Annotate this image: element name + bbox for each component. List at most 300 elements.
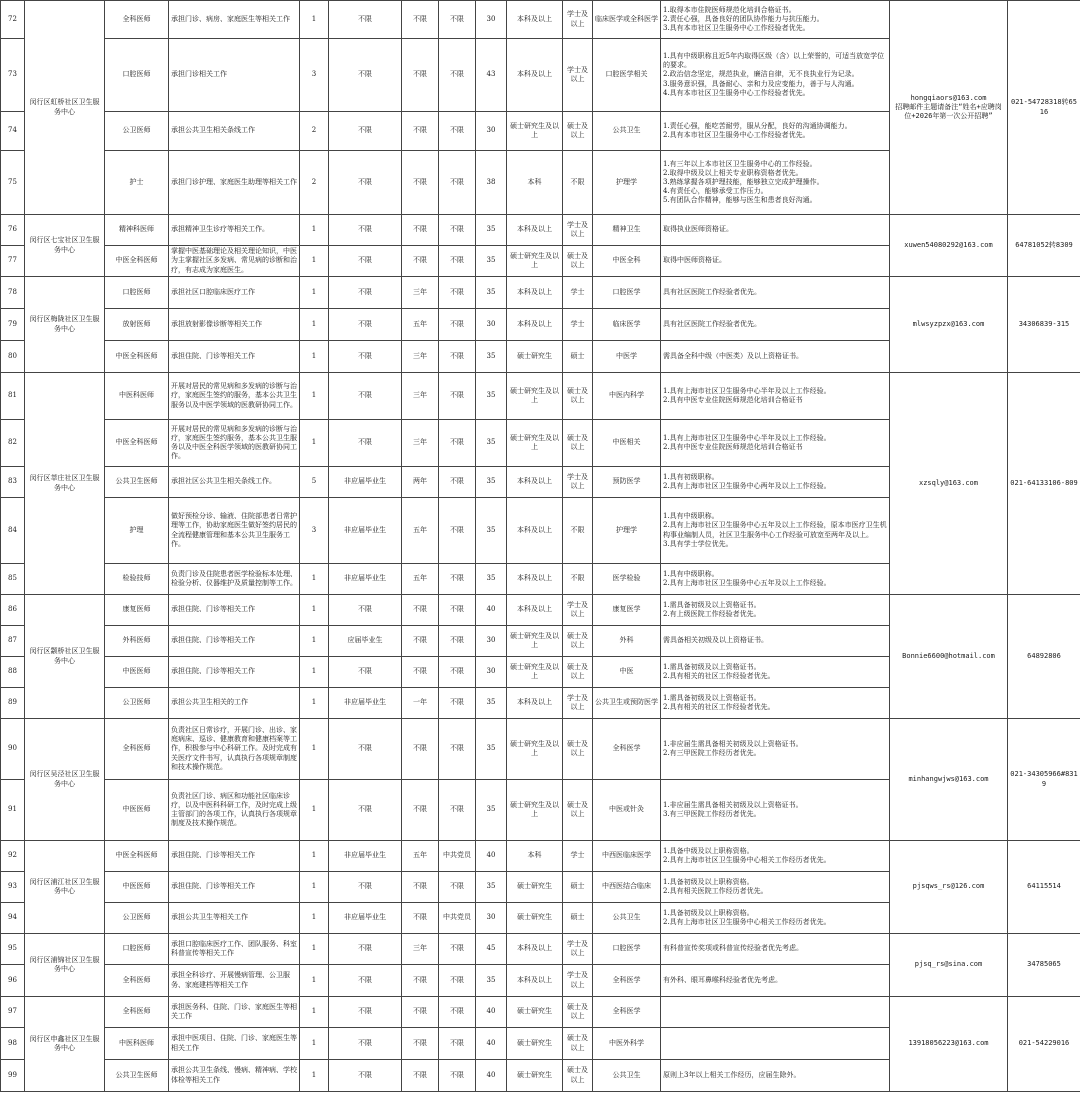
degree: 不限 [563,498,593,564]
position-name: 中医科医师 [105,373,169,420]
position-name: 公卫医师 [105,112,169,151]
row-number: 83 [1,467,25,498]
graduate-requirement: 非应届毕业生 [329,564,402,595]
graduate-requirement: 不限 [329,277,402,309]
political-status: 不限 [439,341,476,373]
contact-phone: 021-54229016 [1008,997,1080,1092]
job-duty: 承担公共卫生相关条线工作 [169,112,300,151]
education: 本科及以上 [507,934,563,965]
degree: 学士及以上 [563,595,593,626]
major: 公共卫生或预防医学 [593,688,661,719]
major: 预防医学 [593,467,661,498]
headcount: 1 [300,688,329,719]
headcount: 1 [300,965,329,997]
education: 本科及以上 [507,215,563,246]
table-row [1,1,1080,39]
experience-requirement: 三年 [402,277,439,309]
experience-requirement: 三年 [402,934,439,965]
degree: 学士及以上 [563,39,593,112]
row-number: 74 [1,112,25,151]
education: 本科及以上 [507,688,563,719]
major: 中医 [593,657,661,688]
position-name: 中医全科医师 [105,420,169,467]
job-duty: 承担医务科、住院、门诊、家庭医生等相关工作 [169,997,300,1028]
experience-requirement: 五年 [402,841,439,872]
contact-phone: 64115514 [1008,841,1080,934]
row-number: 84 [1,498,25,564]
age-limit: 30 [476,309,507,341]
age-limit: 30 [476,626,507,657]
job-duty: 承担住院、门诊等相关工作 [169,626,300,657]
education: 本科及以上 [507,595,563,626]
job-duty: 承担放射影像诊断等相关工作 [169,309,300,341]
position-name: 放射医师 [105,309,169,341]
age-limit: 40 [476,1060,507,1092]
age-limit: 35 [476,373,507,420]
job-duty: 承担中医项目、住院、门诊、家庭医生等相关工作 [169,1028,300,1060]
age-limit: 35 [476,246,507,277]
graduate-requirement: 不限 [329,112,402,151]
education: 硕士研究生及以上 [507,246,563,277]
graduate-requirement: 不限 [329,151,402,215]
graduate-requirement: 不限 [329,595,402,626]
position-name: 康复医师 [105,595,169,626]
experience-requirement: 不限 [402,39,439,112]
headcount: 1 [300,373,329,420]
contact-email: xzsqly@163.com [890,373,1008,595]
position-name: 中医医师 [105,657,169,688]
graduate-requirement: 不限 [329,341,402,373]
political-status: 不限 [439,688,476,719]
experience-requirement: 不限 [402,872,439,903]
row-number: 75 [1,151,25,215]
political-status: 不限 [439,39,476,112]
other-requirements [661,997,890,1028]
other-requirements: 1.需具备初级及以上资格证书。 2.具有相关的社区工作经验者优先。 [661,688,890,719]
degree: 学士及以上 [563,965,593,997]
education: 硕士研究生及以上 [507,657,563,688]
row-number: 94 [1,903,25,934]
table-row [1,215,1080,246]
other-requirements: 1.具有初级职称。 2.具有上海市社区卫生服务中心两年及以上工作经验。 [661,467,890,498]
job-duty: 承担住院、门诊等相关工作 [169,341,300,373]
position-name: 中医全科医师 [105,246,169,277]
job-duty: 承担公共卫生等相关工作 [169,903,300,934]
major: 中西医临床医学 [593,841,661,872]
graduate-requirement: 不限 [329,780,402,841]
major: 精神卫生 [593,215,661,246]
other-requirements: 1.需具备初级及以上资格证书。 2.具有相关的社区工作经验者优先。 [661,657,890,688]
political-status: 不限 [439,965,476,997]
major: 医学检验 [593,564,661,595]
political-status: 不限 [439,780,476,841]
education: 本科及以上 [507,277,563,309]
row-number: 76 [1,215,25,246]
degree: 硕士及以上 [563,246,593,277]
graduate-requirement: 不限 [329,1028,402,1060]
age-limit: 35 [476,498,507,564]
education: 硕士研究生 [507,1060,563,1092]
age-limit: 35 [476,688,507,719]
age-limit: 35 [476,277,507,309]
political-status: 不限 [439,657,476,688]
political-status: 不限 [439,467,476,498]
job-duty: 负责门诊及住院患者医学检验标本处理、检验分析、仪器维护及质量控制等工作。 [169,564,300,595]
experience-requirement: 两年 [402,467,439,498]
age-limit: 35 [476,467,507,498]
job-duty: 承担门诊、病房、家庭医生等相关工作 [169,1,300,39]
headcount: 1 [300,215,329,246]
row-number: 73 [1,39,25,112]
major: 中西医结合临床 [593,872,661,903]
row-number: 88 [1,657,25,688]
job-duty: 承担社区公共卫生相关条线工作。 [169,467,300,498]
headcount: 1 [300,626,329,657]
graduate-requirement: 不限 [329,657,402,688]
row-number: 98 [1,1028,25,1060]
job-duty: 承担社区口腔临床医疗工作 [169,277,300,309]
graduate-requirement: 非应届毕业生 [329,688,402,719]
table-row [1,719,1080,780]
experience-requirement: 不限 [402,780,439,841]
position-name: 全科医师 [105,1,169,39]
education: 本科及以上 [507,39,563,112]
table-row [1,277,1080,309]
major: 全科医学 [593,719,661,780]
graduate-requirement: 不限 [329,215,402,246]
contact-email: xuwen54080292@163.com [890,215,1008,277]
education: 硕士研究生及以上 [507,373,563,420]
job-duty: 负责社区日常诊疗，开展门诊、出诊、家庭病床、巡诊、健康教育和健康档案等工作，积极参与中心科研工作。及时完成有关医疗文件书写，认真执行各项规章制度和技术操作规范。 [169,719,300,780]
major: 中医相关 [593,420,661,467]
experience-requirement: 不限 [402,151,439,215]
job-duty: 掌握中医基础理论及相关理论知识，中医为主掌握社区多发病、常见病的诊断和治疗，有志成为家庭医生。 [169,246,300,277]
row-number: 77 [1,246,25,277]
headcount: 1 [300,934,329,965]
age-limit: 30 [476,903,507,934]
political-status: 不限 [439,1028,476,1060]
degree: 硕士 [563,341,593,373]
degree: 学士及以上 [563,215,593,246]
graduate-requirement: 不限 [329,246,402,277]
experience-requirement: 三年 [402,420,439,467]
degree: 硕士及以上 [563,112,593,151]
headcount: 1 [300,564,329,595]
row-number: 99 [1,1060,25,1092]
headcount: 1 [300,780,329,841]
graduate-requirement: 不限 [329,934,402,965]
degree: 学士及以上 [563,1,593,39]
headcount: 1 [300,595,329,626]
other-requirements: 需具备相关初级及以上资格证书。 [661,626,890,657]
degree: 学士 [563,277,593,309]
table-row [1,841,1080,872]
major: 临床医学或全科医学 [593,1,661,39]
major: 全科医学 [593,965,661,997]
education: 本科及以上 [507,467,563,498]
education: 本科及以上 [507,1,563,39]
job-duty: 开展对居民的常见病和多发病的诊断与治疗，家庭医生签约的服务，基本公共卫生服务以及中医学领域的医教研协同工作。 [169,373,300,420]
political-status: 不限 [439,595,476,626]
experience-requirement: 三年 [402,373,439,420]
other-requirements: 1.需具备初级及以上资格证书。 2.有上级医院工作经验者优先。 [661,595,890,626]
degree: 硕士 [563,872,593,903]
headcount: 2 [300,151,329,215]
contact-email: pjsqws_rs@126.com [890,841,1008,934]
experience-requirement: 三年 [402,341,439,373]
job-duty: 承担门诊相关工作 [169,39,300,112]
other-requirements: 具有社区医院工作经验者优先。 [661,277,890,309]
graduate-requirement: 不限 [329,373,402,420]
degree: 不限 [563,151,593,215]
political-status: 不限 [439,934,476,965]
row-number: 91 [1,780,25,841]
age-limit: 40 [476,595,507,626]
contact-phone: 64781052转8309 [1008,215,1080,277]
graduate-requirement: 非应届毕业生 [329,467,402,498]
job-duty: 承担公共卫生相关的工作 [169,688,300,719]
other-requirements [661,1028,890,1060]
position-name: 全科医师 [105,965,169,997]
experience-requirement: 不限 [402,595,439,626]
row-number: 95 [1,934,25,965]
graduate-requirement: 不限 [329,997,402,1028]
job-duty: 承担全科诊疗、开展慢病管理、公卫服务、家庭建档等相关工作 [169,965,300,997]
position-name: 中医医师 [105,780,169,841]
department-name: 闵行区梅陇社区卫生服务中心 [25,277,105,373]
job-duty: 承担口腔临床医疗工作、团队服务、科室科普宣传等相关工作 [169,934,300,965]
graduate-requirement: 不限 [329,1060,402,1092]
position-name: 公共卫生医师 [105,1060,169,1092]
position-name: 公卫医师 [105,903,169,934]
other-requirements: 1.非应届生需具备相关初级及以上资格证书。 2.有三甲医院工作经历者优先。 [661,719,890,780]
job-duty: 开展对居民的常见病和多发病的诊断与治疗，家庭医生签约服务，基本公共卫生服务以及中医全科医学领域的医教研协同工作。 [169,420,300,467]
experience-requirement: 不限 [402,903,439,934]
department-name: 闵行区浦江社区卫生服务中心 [25,841,105,934]
headcount: 1 [300,872,329,903]
headcount: 1 [300,657,329,688]
education: 硕士研究生及以上 [507,626,563,657]
other-requirements: 1.具备初级及以上职称资格。 2.具有相关医院工作经历者优先。 [661,872,890,903]
political-status: 不限 [439,277,476,309]
headcount: 2 [300,112,329,151]
headcount: 1 [300,1,329,39]
age-limit: 30 [476,657,507,688]
education: 硕士研究生及以上 [507,719,563,780]
education: 硕士研究生 [507,903,563,934]
position-name: 全科医师 [105,997,169,1028]
contact-email: 13918056223@163.com [890,997,1008,1092]
graduate-requirement: 不限 [329,719,402,780]
experience-requirement: 不限 [402,657,439,688]
political-status: 不限 [439,309,476,341]
political-status: 不限 [439,420,476,467]
row-number: 82 [1,420,25,467]
major: 康复医学 [593,595,661,626]
age-limit: 35 [476,564,507,595]
position-name: 口腔医师 [105,39,169,112]
position-name: 口腔医师 [105,277,169,309]
political-status: 不限 [439,112,476,151]
experience-requirement: 不限 [402,1,439,39]
major: 口腔医学相关 [593,39,661,112]
major: 护理学 [593,498,661,564]
political-status: 不限 [439,997,476,1028]
contact-phone: 021-34305966#8319 [1008,719,1080,841]
position-name: 外科医师 [105,626,169,657]
experience-requirement: 不限 [402,1028,439,1060]
job-duty: 承担住院、门诊等相关工作 [169,595,300,626]
headcount: 1 [300,420,329,467]
headcount: 1 [300,246,329,277]
age-limit: 35 [476,872,507,903]
graduate-requirement: 非应届毕业生 [329,498,402,564]
degree: 学士 [563,309,593,341]
position-name: 口腔医师 [105,934,169,965]
table-row [1,934,1080,965]
department-name: 闵行区七宝社区卫生服务中心 [25,215,105,277]
degree: 学士 [563,841,593,872]
political-status: 不限 [439,246,476,277]
political-status: 不限 [439,719,476,780]
graduate-requirement: 不限 [329,965,402,997]
major: 外科 [593,626,661,657]
job-duty: 承担住院、门诊等相关工作 [169,841,300,872]
row-number: 96 [1,965,25,997]
other-requirements: 1.具有中级职称。 2.具有上海市社区卫生服务中心五年及以上工作经验。 [661,564,890,595]
experience-requirement: 不限 [402,965,439,997]
row-number: 87 [1,626,25,657]
contact-phone: 64892806 [1008,595,1080,719]
other-requirements: 具有社区医院工作经验者优先。 [661,309,890,341]
political-status: 不限 [439,215,476,246]
headcount: 1 [300,277,329,309]
position-name: 中医全科医师 [105,341,169,373]
position-name: 中医医师 [105,872,169,903]
contact-phone: 34785065 [1008,934,1080,997]
major: 中医内科学 [593,373,661,420]
headcount: 1 [300,1028,329,1060]
degree: 不限 [563,564,593,595]
education: 本科及以上 [507,965,563,997]
age-limit: 35 [476,780,507,841]
position-name: 公卫医师 [105,688,169,719]
major: 口腔医学 [593,277,661,309]
headcount: 1 [300,309,329,341]
graduate-requirement: 不限 [329,1,402,39]
education: 硕士研究生及以上 [507,420,563,467]
position-name: 全科医师 [105,719,169,780]
contact-email: pjsq_rs@sina.com [890,934,1008,997]
other-requirements: 取得执业医师资格证。 [661,215,890,246]
row-number: 78 [1,277,25,309]
experience-requirement: 不限 [402,215,439,246]
political-status: 中共党员 [439,903,476,934]
department-name: 闵行区浦锦社区卫生服务中心 [25,934,105,997]
position-name: 护理 [105,498,169,564]
degree: 硕士及以上 [563,780,593,841]
headcount: 1 [300,841,329,872]
age-limit: 30 [476,1,507,39]
education: 硕士研究生 [507,341,563,373]
job-duty: 承担门诊护理、家庭医生助理等相关工作 [169,151,300,215]
department-name: 闵行区申鑫社区卫生服务中心 [25,997,105,1092]
contact-email: minhangwjws@163.com [890,719,1008,841]
position-name: 中医科医师 [105,1028,169,1060]
job-duty: 承担公共卫生条线、慢病、精神病、学校体检等相关工作 [169,1060,300,1092]
education: 本科及以上 [507,498,563,564]
graduate-requirement: 不限 [329,309,402,341]
education: 硕士研究生 [507,872,563,903]
other-requirements: 1.具有中级职称。 2.具有上海市社区卫生服务中心五年及以上工作经验，原本市医疗卫生机构事业编制人员，社区卫生服务中心工作经验可放宽至两年及以上。 3.具有学士学位优先。 [661,498,890,564]
other-requirements: 有外科、眼耳鼻喉科经验者优先考虑。 [661,965,890,997]
education: 硕士研究生及以上 [507,780,563,841]
age-limit: 35 [476,965,507,997]
headcount: 1 [300,1060,329,1092]
row-number: 93 [1,872,25,903]
education: 硕士研究生 [507,1028,563,1060]
experience-requirement: 五年 [402,498,439,564]
table-row [1,997,1080,1028]
contact-phone: 021-54728318转6516 [1008,1,1080,215]
degree: 硕士 [563,903,593,934]
other-requirements: 需具备全科中级（中医类）及以上资格证书。 [661,341,890,373]
degree: 硕士及以上 [563,626,593,657]
political-status: 不限 [439,373,476,420]
degree: 学士及以上 [563,688,593,719]
other-requirements: 1.具备中级及以上职称资格。 2.具有上海市社区卫生服务中心相关工作经历者优先。 [661,841,890,872]
department-name: 闵行区吴泾社区卫生服务中心 [25,719,105,841]
graduate-requirement: 应届毕业生 [329,626,402,657]
row-number: 80 [1,341,25,373]
political-status: 不限 [439,498,476,564]
age-limit: 35 [476,215,507,246]
department-name: 闵行区颛桥社区卫生服务中心 [25,595,105,719]
other-requirements: 1.具有中级职称且近5年内取得区级（含）以上荣誉的，可适当放宽学位的要求。 2.政治信念坚定，规范执业，廉洁自律，无不良执业行为记录。 3.服务意识强，具备耐心、亲和力及应变能力，善于与人沟通。 4.具有本市社区卫生服务中心工作经验者优先。 [661,39,890,112]
other-requirements: 1.非应届生需具备相关初级及以上资格证书。 3.有三甲医院工作经历者优先。 [661,780,890,841]
experience-requirement: 五年 [402,564,439,595]
experience-requirement: 不限 [402,626,439,657]
table-row [1,595,1080,626]
experience-requirement: 五年 [402,309,439,341]
degree: 硕士及以上 [563,373,593,420]
row-number: 89 [1,688,25,719]
position-name: 护士 [105,151,169,215]
headcount: 1 [300,997,329,1028]
other-requirements: 1.有三年以上本市社区卫生服务中心的工作经验。 2.取得中级及以上相关专业职称资格者优先。 3.熟练掌握各项护理技能，能够独立完成护理操作。 4.有责任心，能够承受工作压力。 5.有团队合作精神，能够与医生和患者良好沟通。 [661,151,890,215]
job-duty: 做好预检分诊、输液、住院部患者日常护理等工作，协助家庭医生做好签约居民的全流程健康管理和基本公共卫生服务工作。 [169,498,300,564]
row-number: 92 [1,841,25,872]
other-requirements: 原则上3年以上相关工作经历，应届生除外。 [661,1060,890,1092]
major: 公共卫生 [593,903,661,934]
major: 全科医学 [593,997,661,1028]
age-limit: 35 [476,341,507,373]
education: 硕士研究生 [507,997,563,1028]
row-number: 81 [1,373,25,420]
position-name: 公共卫生医师 [105,467,169,498]
age-limit: 38 [476,151,507,215]
row-number: 97 [1,997,25,1028]
age-limit: 45 [476,934,507,965]
age-limit: 30 [476,112,507,151]
age-limit: 40 [476,1028,507,1060]
degree: 硕士及以上 [563,1028,593,1060]
political-status: 不限 [439,626,476,657]
contact-phone: 34306839-315 [1008,277,1080,373]
headcount: 1 [300,719,329,780]
experience-requirement: 一年 [402,688,439,719]
department-name: 闵行区莘庄社区卫生服务中心 [25,373,105,595]
